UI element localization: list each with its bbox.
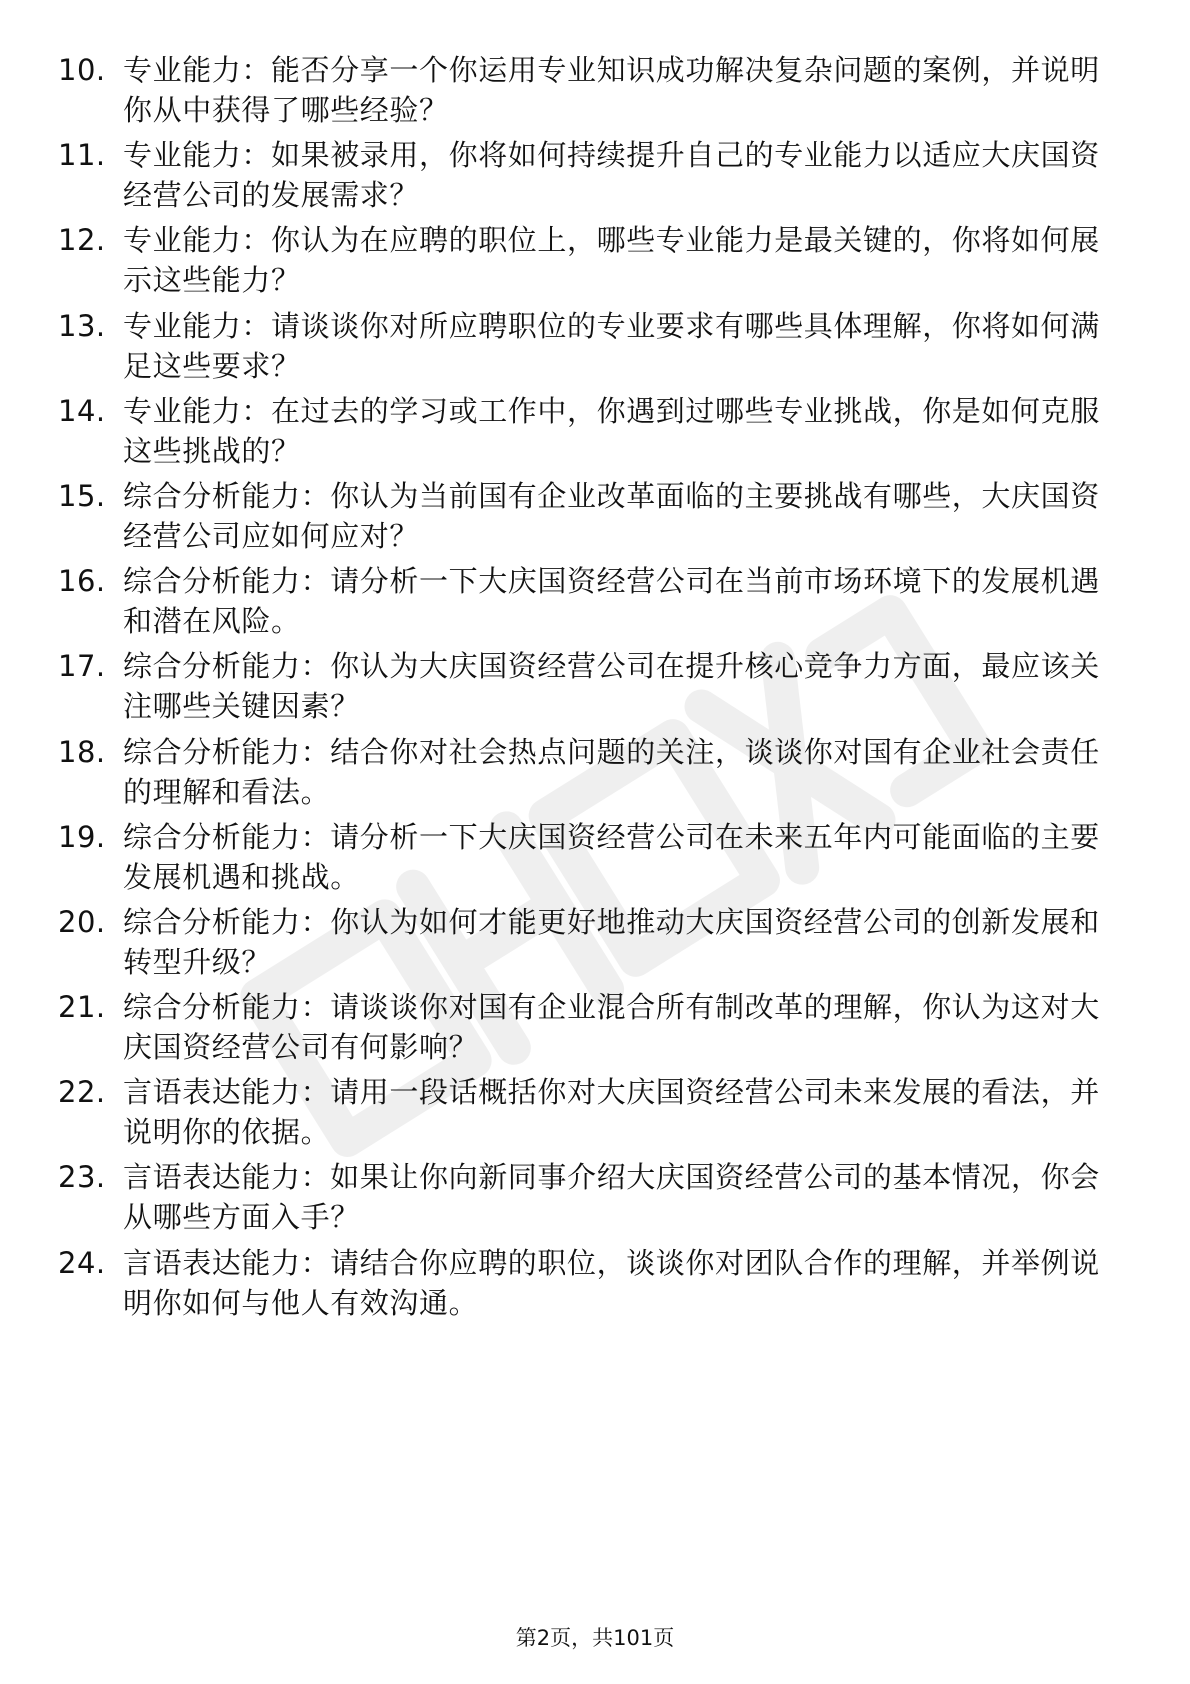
question-number: 24. (58, 1245, 106, 1280)
question-number: 12. (58, 223, 106, 258)
question-number: 23. (58, 1160, 106, 1195)
question-item (58, 306, 1118, 391)
question-item (58, 646, 1118, 731)
question-number: 19. (58, 819, 106, 854)
question-number: 18. (58, 734, 106, 769)
question-number: 22. (58, 1075, 106, 1110)
question-text: 言语表达能力：请用一段话概括你对大庆国资经营公司未来发展的看法，并说明你的依据。 (123, 1075, 1100, 1150)
question-number: 14. (58, 393, 106, 428)
question-text: 言语表达能力：如果让你向新同事介绍大庆国资经营公司的基本情况，你会从哪些方面入手？ (123, 1160, 1100, 1235)
question-item (58, 1243, 1118, 1328)
question-text: 专业能力：能否分享一个你运用专业知识成功解决复杂问题的案例，并说明你从中获得了哪些经验？ (123, 53, 1100, 127)
question-text: 专业能力：在过去的学习或工作中，你遇到过哪些专业挑战，你是如何克服这些挑战的？ (123, 393, 1100, 468)
question-number: 10. (58, 53, 106, 87)
question-item (58, 817, 1118, 902)
question-item (58, 220, 1118, 305)
question-number: 21. (58, 990, 106, 1025)
question-number: 15. (58, 478, 106, 513)
question-number: 20. (58, 904, 106, 939)
question-item (58, 732, 1118, 817)
question-item (58, 902, 1118, 987)
question-item (58, 561, 1118, 646)
question-item (58, 50, 1118, 135)
question-number: 16. (58, 564, 106, 599)
question-text: 综合分析能力：请分析一下大庆国资经营公司在未来五年内可能面临的主要发展机遇和挑战。 (123, 819, 1100, 894)
question-item (58, 476, 1118, 561)
question-number: 11. (58, 138, 106, 173)
question-text: 言语表达能力：请结合你应聘的职位，谈谈你对团队合作的理解，并举例说明你如何与他人有效沟通。 (123, 1245, 1100, 1320)
question-item (58, 1157, 1118, 1242)
question-text: 综合分析能力：你认为当前国有企业改革面临的主要挑战有哪些，大庆国资经营公司应如何应对？ (123, 478, 1100, 553)
question-number: 13. (58, 308, 106, 343)
question-item (58, 987, 1118, 1072)
question-item (58, 391, 1118, 476)
question-text: 综合分析能力：请分析一下大庆国资经营公司在当前市场环境下的发展机遇和潜在风险。 (123, 564, 1100, 639)
question-text: 专业能力：请谈谈你对所应聘职位的专业要求有哪些具体理解，你将如何满足这些要求？ (123, 308, 1100, 383)
page-number: 第2页，共101页 (515, 1626, 675, 1650)
question-text: 专业能力：如果被录用，你将如何持续提升自己的专业能力以适应大庆国资经营公司的发展需求？ (123, 138, 1100, 213)
question-number: 17. (58, 649, 106, 684)
question-text: 综合分析能力：结合你对社会热点问题的关注，谈谈你对国有企业社会责任的理解和看法。 (123, 734, 1100, 809)
question-text: 综合分析能力：你认为如何才能更好地推动大庆国资经营公司的创新发展和转型升级？ (123, 904, 1100, 979)
question-list (58, 50, 1118, 1328)
question-item (58, 135, 1118, 220)
question-text: 专业能力：你认为在应聘的职位上，哪些专业能力是最关键的，你将如何展示这些能力？ (123, 223, 1100, 298)
question-text: 综合分析能力：请谈谈你对国有企业混合所有制改革的理解，你认为这对大庆国资经营公司有何影响？ (123, 990, 1100, 1065)
question-item (58, 1072, 1118, 1157)
question-text: 综合分析能力：你认为大庆国资经营公司在提升核心竞争力方面，最应该关注哪些关键因素？ (123, 649, 1100, 724)
